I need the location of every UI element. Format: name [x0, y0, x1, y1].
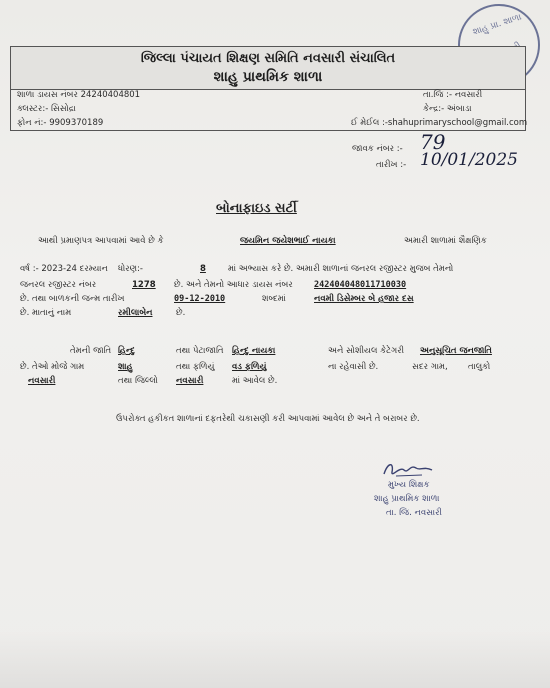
taluka-word: તાલુકો — [468, 362, 491, 372]
phone-number: ફોન નં:- 9909370189 — [17, 118, 104, 128]
faliyu-label: તથા ફળિયું — [176, 362, 215, 372]
resident-text: ના રહેવાસી છે. — [328, 362, 379, 372]
certificate-title: બોનાફાઇડ સર્ટી — [216, 201, 297, 216]
dob-label: છે. તથા બાળકની જન્મ તારીખ — [20, 294, 125, 304]
district-value: નવસારી — [176, 376, 204, 386]
taluka-district: તા.જિ :- નવસારી — [423, 90, 483, 100]
body-line2-text: માં અભ્યાસ કરે છે. અમારી શાળાનાં જનરલ રજીસ્ટર મુજબ તેમનો — [228, 264, 454, 274]
dob-in-words: નવમી ડિસેમ્બર બે હજાર દસ — [314, 294, 414, 304]
subcaste-value: હિન્દુ નાયકા — [232, 346, 276, 356]
headmaster-title: મુખ્ય શિક્ષક — [388, 480, 430, 490]
aadhar-dise-number: 242404048011710030 — [314, 280, 407, 290]
standard-value: 8 — [200, 264, 206, 274]
cluster: ક્લસ્ટર:- સિસોદ્રા — [17, 104, 76, 114]
caste-label: તેમની જાતિ — [70, 346, 112, 356]
academic-year: વર્ષ :- 2023-24 દરમ્યાન — [20, 264, 108, 274]
handwritten-signature — [382, 458, 434, 480]
gr-number: 1278 — [132, 280, 156, 290]
category-label: અને સોશીયલ કેટેગરી — [328, 346, 405, 356]
gr-label: જનરલ રજીસ્ટર નંબર — [20, 280, 97, 290]
page-shadow — [0, 630, 550, 688]
issue-date: 10/01/2025 — [420, 150, 518, 170]
body-line1-end: અમારી શાળામાં શૈક્ષણિક — [404, 236, 487, 246]
mother-name: રમીલાબેન — [118, 308, 153, 318]
date-label: તારીખ :- — [376, 160, 407, 170]
student-name: જયમિન જયેશભાઈ નાયકા — [240, 236, 336, 246]
jawak-number: 79 — [420, 130, 446, 154]
in-words-label: શબ્દમાં — [262, 294, 286, 304]
dise-number: શાળા ડાયસ નંબર 24240404801 — [17, 90, 141, 100]
jawak-label: જાવક નંબર :- — [352, 144, 403, 154]
aadhar-label: છે. અને તેમનો આધાર ડાયસ નંબર — [174, 280, 293, 290]
school-name: શાહુ પ્રાથમિક શાળા — [213, 69, 323, 85]
letterhead-line1: જિલ્લા પંચાયત શિક્ષણ સમિતિ નવસારી સંચાલિત — [140, 51, 396, 66]
faliyu-value: વડ ફળિયું — [232, 362, 267, 372]
school-info-box — [10, 88, 526, 131]
body-line8-end: માં આવેલ છે. — [232, 376, 278, 386]
stamp-line1: શાહુ પ્રા. શાળા — [471, 12, 523, 38]
letterhead — [10, 46, 526, 90]
signature-place: તા. જિ. નવસારી — [386, 508, 442, 518]
district-label: તથા જિલ્લો — [118, 376, 158, 386]
standard-label: ધોરણ:- — [118, 264, 143, 274]
closing-statement: ઉપરોક્ત હકીકત શાળાનાં દફતરેથી ચકાસણી કરી આપવામાં આવેલ છે અને તે બરાબર છે. — [116, 414, 420, 424]
caste-value: હિન્દુ — [118, 346, 135, 356]
date-of-birth: 09-12-2010 — [174, 294, 226, 304]
taluka-value: નવસારી — [28, 376, 56, 386]
subcaste-label: તથા પેટાજાતિ — [176, 346, 224, 356]
village-text: સદર ગામ, — [412, 362, 448, 372]
kendra: કેન્દ્ર:- અંબાડા — [423, 104, 472, 114]
social-category: અનુસૂચિત જનજાતિ — [420, 346, 492, 356]
mother-label: છે. માતાનું નામ — [20, 308, 72, 318]
village-value: શાહુ — [118, 362, 133, 372]
body-line1-text: આથી પ્રમાણપત્ર આપવામાં આવે છે કે — [38, 236, 164, 246]
village-label: છે. તેઓ મોજે ગામ — [20, 362, 85, 372]
email-address: ઈ મેઈલ :-shahuprimaryschool@gmail.com — [351, 118, 528, 128]
body-line5-end: છે. — [176, 308, 186, 318]
signature-school: શાહુ પ્રાથમિક શાળા — [374, 494, 440, 504]
